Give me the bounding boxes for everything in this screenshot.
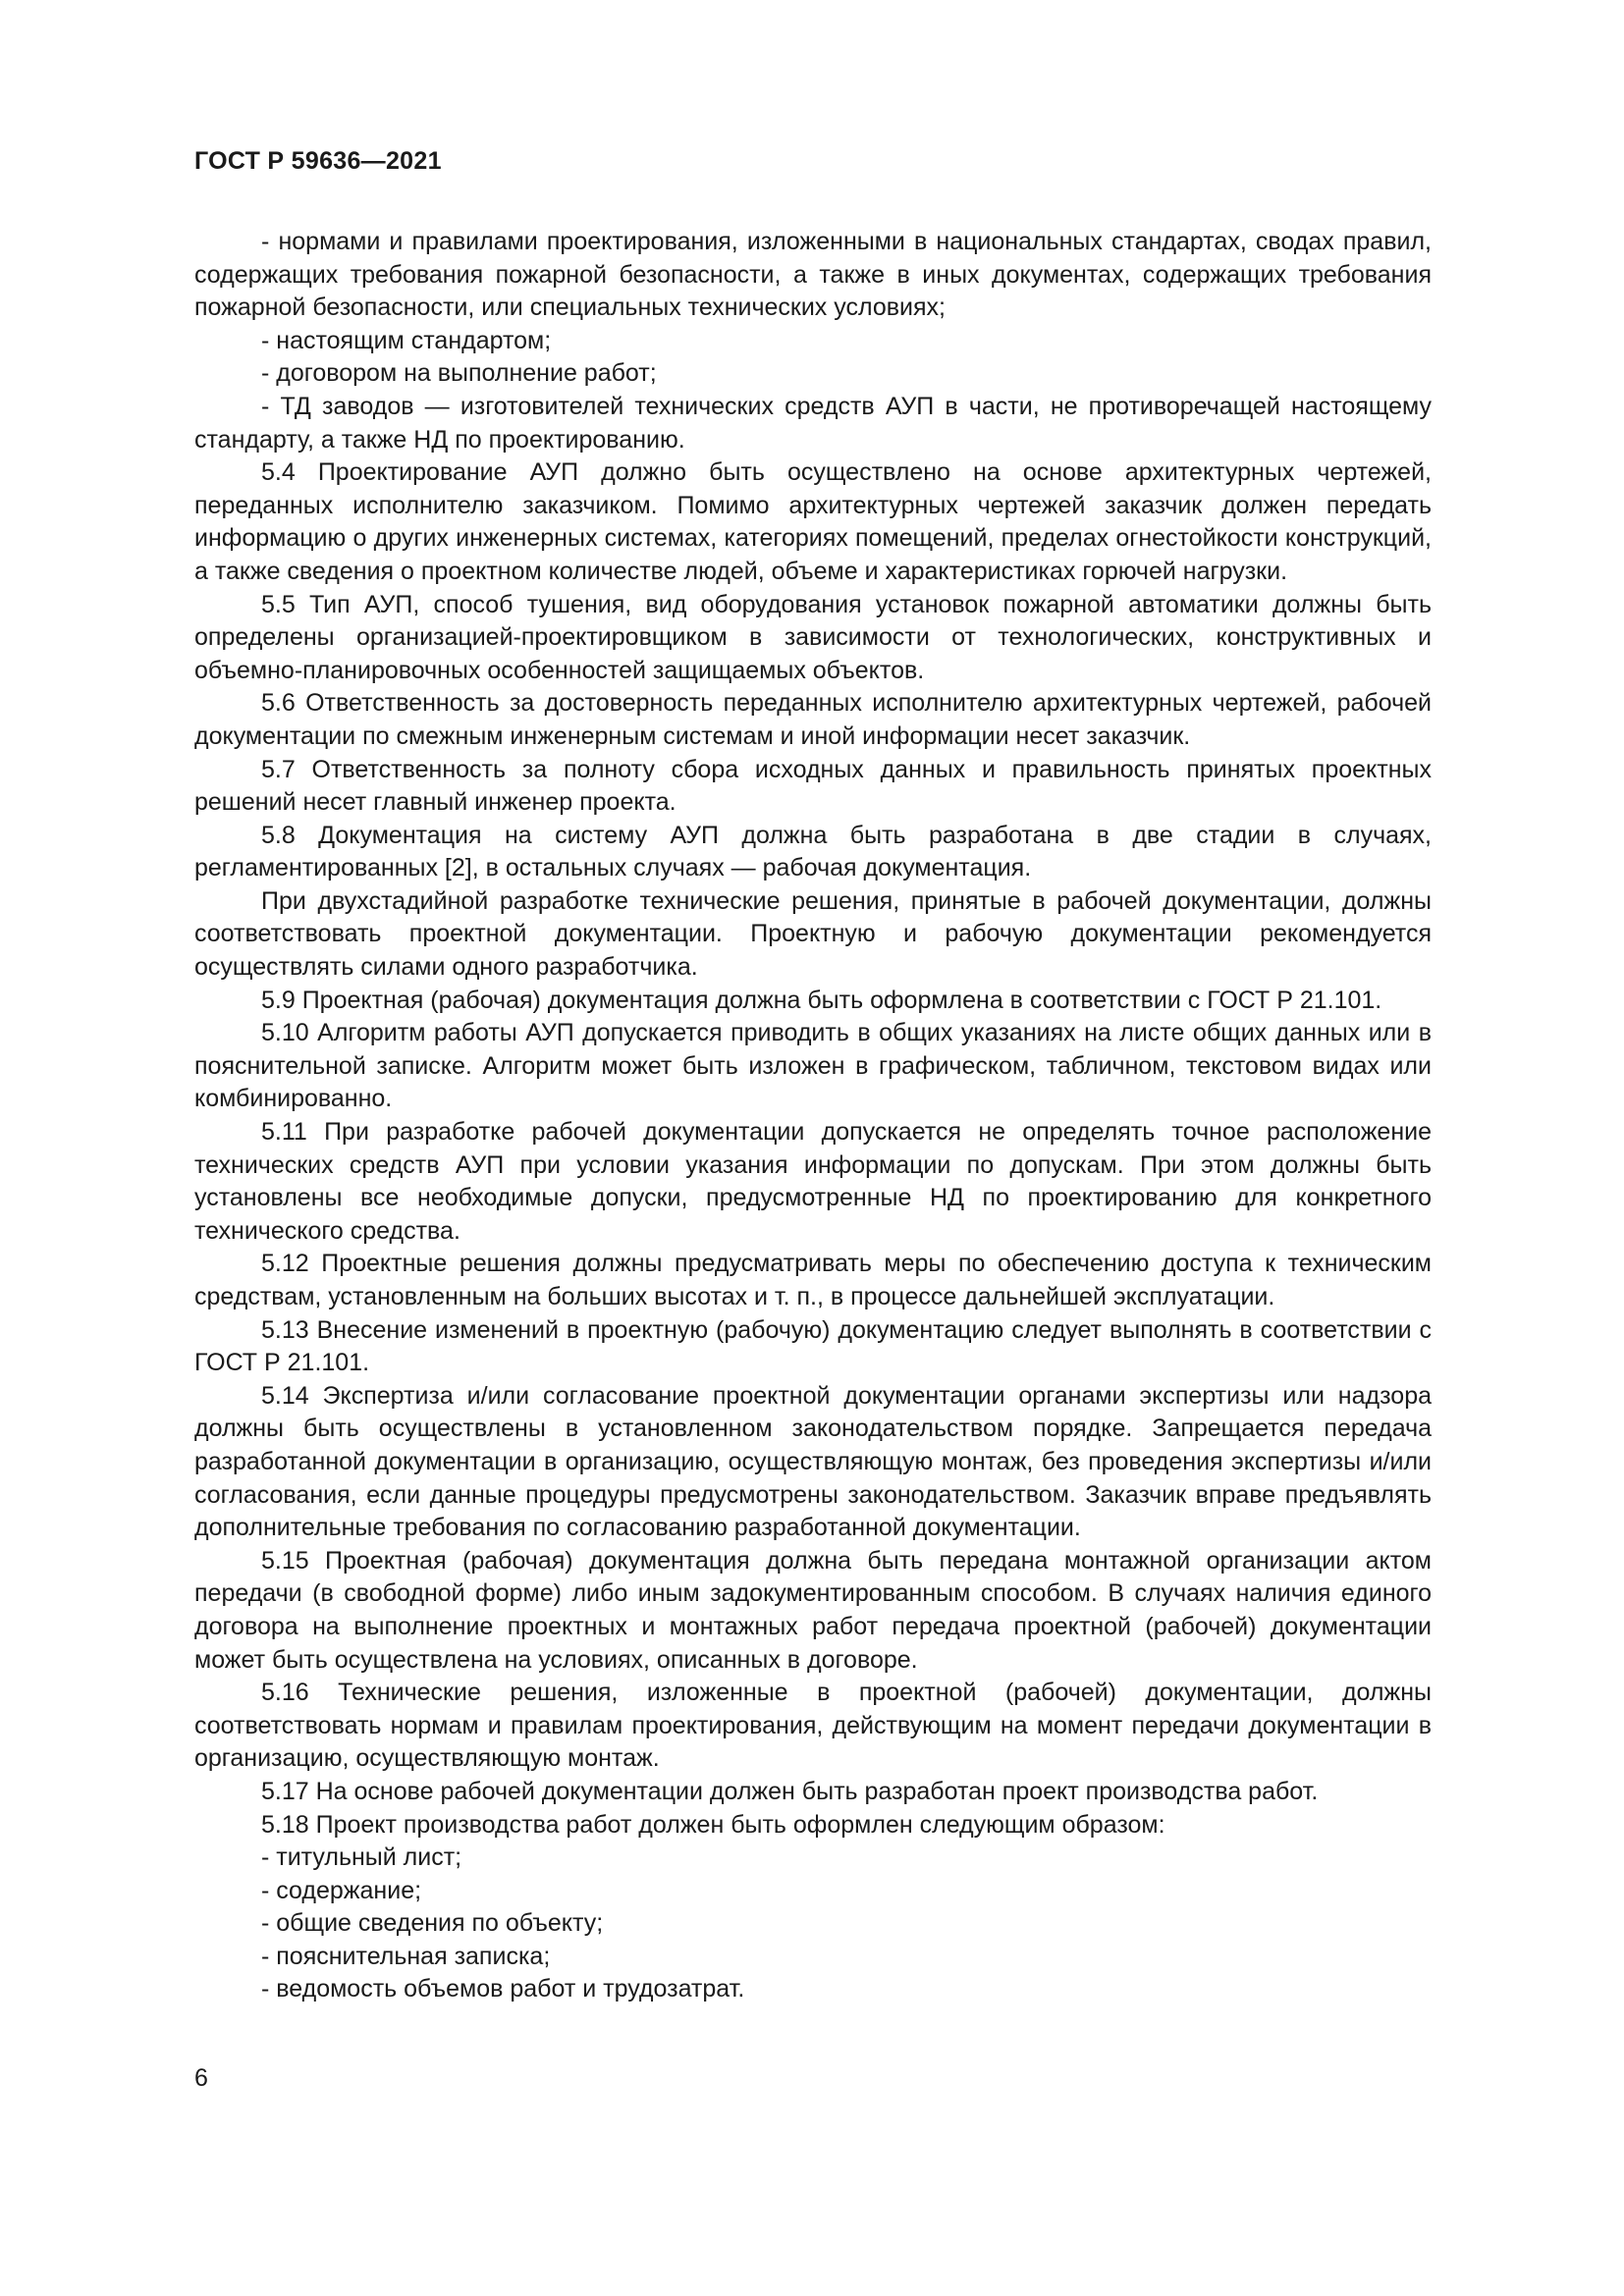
paragraph: 5.14 Экспертиза и/или согласование проектной документации органами экспертизы или надзора должны быть осуществлены в установленном законодательством порядке. Запрещается передача разработанной документации в организацию, осуществляющую монтаж, без проведения экспертизы и/или согласования, если данные процедуры предусмотрены законодательством. Заказчик вправе предъявлять дополнительные требования по согласованию разработанной документации.: [194, 1381, 1432, 1542]
paragraph: 5.6 Ответственность за достоверность переданных исполнителю архитектурных чертежей, рабочей документации по смежным инженерным системам и иной информации несет заказчик.: [194, 689, 1432, 750]
paragraph: 5.18 Проект производства работ должен быть оформлен следующим образом:: [261, 1810, 1165, 1839]
list-item: - титульный лист;: [261, 1843, 462, 1872]
paragraph: 5.9 Проектная (рабочая) документация должна быть оформлена в соответствии с ГОСТ Р 21.101.: [261, 986, 1382, 1014]
paragraph: 5.12 Проектные решения должны предусматривать меры по обеспечению доступа к техническим средствам, установленным на больших высотах и т. п., в процессе дальнейшей эксплуатации.: [194, 1250, 1432, 1310]
page-number: 6: [194, 2064, 208, 2092]
list-item: - общие сведения по объекту;: [261, 1909, 604, 1938]
paragraph: 5.7 Ответственность за полноту сбора исходных данных и правильность принятых проектных решений несет главный инженер проекта.: [194, 755, 1432, 817]
list-item: - содержание;: [261, 1876, 422, 1904]
paragraph: 5.10 Алгоритм работы АУП допускается приводить в общих указаниях на листе общих данных или в пояснительной записке. Алгоритм может быть изложен в графическом, табличном, текстовом видах или комбинированно.: [194, 1019, 1432, 1113]
paragraph: 5.16 Технические решения, изложенные в проектной (рабочей) документации, должны соответствовать нормам и правилам проектирования, действующим на момент передачи документации в организацию, осуществляющую монтаж.: [194, 1679, 1432, 1773]
document-body: [194, 226, 1432, 2006]
paragraph: - настоящим стандартом;: [261, 326, 552, 354]
document-header: ГОСТ Р 59636—2021: [194, 147, 442, 175]
paragraph: 5.17 На основе рабочей документации должен быть разработан проект производства работ.: [261, 1777, 1319, 1805]
paragraph: 5.13 Внесение изменений в проектную (рабочую) документацию следует выполнять в соответствии с ГОСТ Р 21.101.: [194, 1315, 1432, 1377]
paragraph: При двухстадийной разработке технические решения, принятые в рабочей документации, должны соответствовать проектной документации. Проектную и рабочую документации рекомендуется осуществлять силами одного разработчика.: [194, 886, 1432, 982]
list-item: - пояснительная записка;: [261, 1942, 551, 1970]
list-item: - ведомость объемов работ и трудозатрат.: [261, 1975, 745, 2003]
paragraph: 5.4 Проектирование АУП должно быть осуществлено на основе архитектурных чертежей, переданных исполнителю заказчиком. Помимо архитектурных чертежей заказчик должен передать информацию о других инженерных системах, категориях помещений, пределах огнестойкости конструкций, а также сведения о проектном количестве людей, объеме и характеристиках горючей нагрузки.: [194, 458, 1432, 585]
paragraph: 5.8 Документация на систему АУП должна быть разработана в две стадии в случаях, регламентированных [2], в остальных случаях — рабочая документация.: [194, 821, 1432, 882]
paragraph: 5.11 При разработке рабочей документации допускается не определять точное расположение технических средств АУП при условии указания информации по допускам. При этом должны быть установлены все необходимые допуски, предусмотренные НД по проектированию для конкретного технического средства.: [194, 1118, 1432, 1245]
paragraph: - договором на выполнение работ;: [261, 359, 657, 388]
paragraph: - ТД заводов — изготовителей технических средств АУП в части, не противоречащей настоящему стандарту, а также НД по проектированию.: [194, 392, 1432, 454]
paragraph: 5.15 Проектная (рабочая) документация должна быть передана монтажной организации актом передачи (в свободной форме) либо иным задокументированным способом. В случаях наличия единого договора на выполнение проектных и монтажных работ передача проектной (рабочей) документации может быть осуществлена на условиях, описанных в договоре.: [194, 1546, 1432, 1674]
paragraph: 5.5 Тип АУП, способ тушения, вид оборудования установок пожарной автоматики должны быть определены организацией-проектировщиком в зависимости от технологических, конструктивных и объемно-планировочных особенностей защищаемых объектов.: [194, 590, 1432, 684]
paragraph: - нормами и правилами проектирования, изложенными в национальных стандартах, сводах правил, содержащих требования пожарной безопасности, а также в иных документах, содержащих требования пожарной безопасности, или специальных технических условиях;: [194, 228, 1432, 322]
